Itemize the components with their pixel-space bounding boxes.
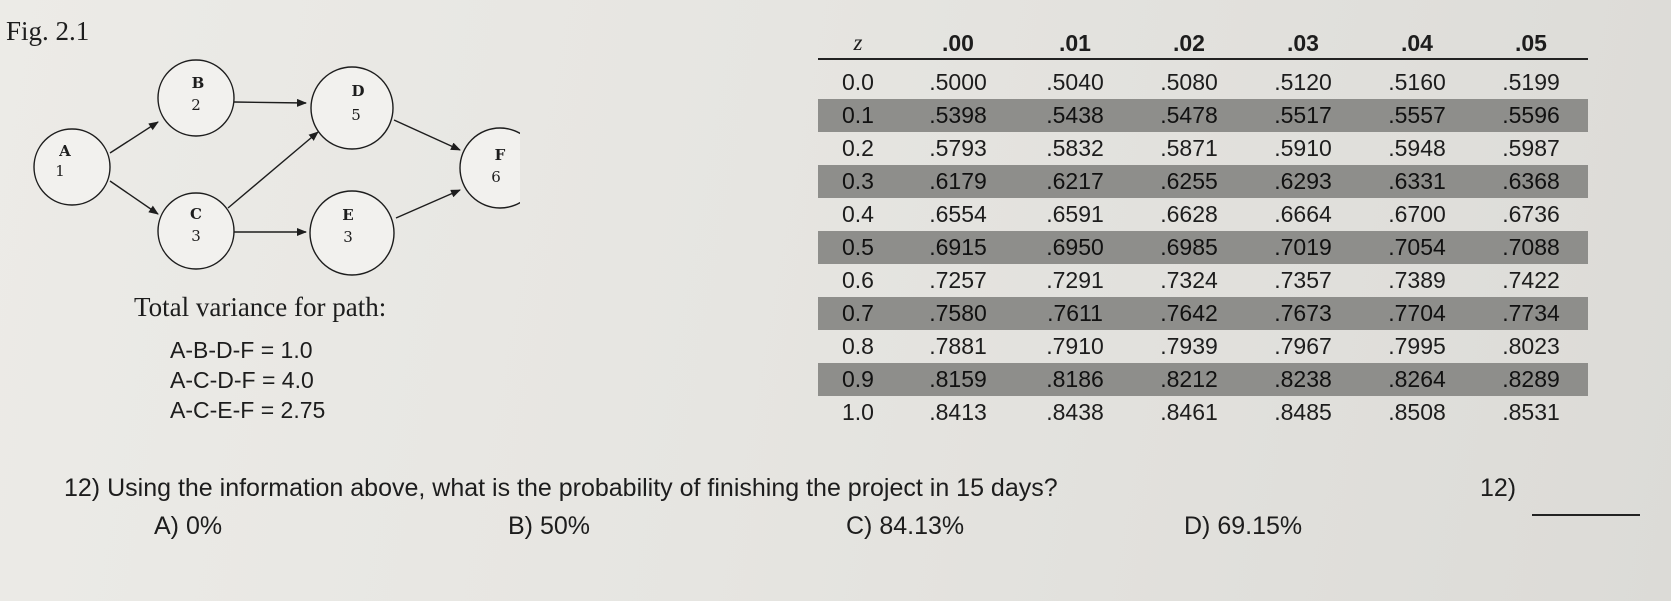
probability-cell: .7580 [898,297,1018,330]
probability-cell: .7054 [1360,231,1474,264]
probability-cell: .5793 [929,135,987,161]
probability-cell: .5871 [1160,135,1218,161]
probability-cell: .5832 [1046,135,1104,161]
node-c-label: C [190,205,202,223]
choice-b[interactable] [508,512,590,541]
z-value-cell: 0.1 [818,99,898,132]
answer-number: 12) [1480,474,1517,502]
z-column-header: z [818,28,898,59]
edge-d-f [394,120,460,150]
probability-cell: .8289 [1474,363,1588,396]
edge-e-f [396,190,460,218]
probability-cell: .6331 [1360,165,1474,198]
node-f [460,128,520,208]
choice-text: 84.13% [879,512,965,540]
choice-text: 50% [539,512,590,540]
choice-d[interactable] [1184,512,1302,541]
column-header: .05 [1474,28,1588,59]
probability-cell: .6985 [1132,231,1246,264]
probability-cell: .7291 [1046,267,1104,293]
z-table-body [818,59,1588,429]
probability-cell: .7422 [1502,267,1560,293]
probability-cell: .6736 [1502,201,1560,227]
probability-cell: .8485 [1274,399,1332,425]
probability-cell: .8438 [1046,399,1104,425]
path-variance-item: A-C-D-F = 4.0 [170,367,314,393]
choice-label: B) [508,512,533,540]
probability-cell: .8159 [898,363,1018,396]
z-table [818,28,1588,429]
probability-cell: .6368 [1474,165,1588,198]
probability-cell: .7967 [1274,333,1332,359]
project-network-diagram [0,50,520,290]
column-header: .00 [898,28,1018,59]
z-table-row [818,363,1588,396]
probability-cell: .5517 [1246,99,1360,132]
node-d-label: D [351,82,365,100]
probability-cell: .5910 [1274,135,1332,161]
probability-cell: .7389 [1388,267,1446,293]
z-table-row [818,99,1588,132]
z-table-row [818,297,1588,330]
probability-cell: .5948 [1388,135,1446,161]
node-a [34,129,110,205]
probability-cell: .6950 [1018,231,1132,264]
z-table-header-row [818,28,1588,59]
node-a-label: A [59,142,71,160]
z-value-cell: 0.3 [818,165,898,198]
choice-text: 0% [185,512,223,540]
node-e-label: E [342,206,354,224]
probability-cell: .6217 [1018,165,1132,198]
z-value-cell: 0.9 [818,363,898,396]
z-table-row [818,396,1588,429]
probability-cell: .6255 [1132,165,1246,198]
path-variance-item: A-C-E-F = 2.75 [170,397,326,423]
z-value-cell: 0.8 [842,333,874,359]
probability-cell: .5438 [1018,99,1132,132]
node-a-duration: 1 [55,162,65,180]
probability-cell: .8531 [1502,399,1560,425]
node-f-label: F [494,146,506,164]
column-header: .01 [1018,28,1132,59]
probability-cell: .7611 [1018,297,1132,330]
z-value-cell: 0.2 [842,135,874,161]
probability-cell: .8023 [1502,333,1560,359]
choice-a[interactable] [154,512,222,541]
probability-cell: .8186 [1018,363,1132,396]
probability-cell: .5478 [1132,99,1246,132]
probability-cell: .7019 [1246,231,1360,264]
question-12 [64,474,1058,503]
choice-text: 69.15% [1217,512,1303,540]
question-number: 12) [64,474,101,502]
probability-cell: .6915 [898,231,1018,264]
probability-cell: .5040 [1046,69,1104,95]
choice-label: D) [1184,512,1211,540]
probability-cell: .7257 [929,267,987,293]
z-table-row [818,330,1588,363]
z-value-cell: 0.0 [842,69,874,95]
column-header: .04 [1360,28,1474,59]
probability-cell: .6664 [1274,201,1332,227]
path-variance-list [170,335,325,425]
z-value-cell: 0.7 [818,297,898,330]
probability-cell: .7939 [1160,333,1218,359]
choice-label: C) [846,512,873,540]
probability-cell: .8238 [1246,363,1360,396]
probability-cell: .8264 [1360,363,1474,396]
column-header: .02 [1132,28,1246,59]
z-table-row [818,198,1588,231]
probability-cell: .5000 [929,69,987,95]
path-variance-item: A-B-D-F = 1.0 [170,337,313,363]
probability-cell: .8508 [1388,399,1446,425]
answer-blank[interactable] [1532,514,1640,516]
edge-c-d [228,132,318,208]
probability-cell: .5199 [1502,69,1560,95]
probability-cell: .8413 [929,399,987,425]
probability-cell: .7673 [1246,297,1360,330]
z-table-row [818,165,1588,198]
probability-cell: .6700 [1388,201,1446,227]
probability-cell: .5120 [1274,69,1332,95]
z-table-row [818,264,1588,297]
edge-a-c [110,181,158,214]
probability-cell: .6293 [1246,165,1360,198]
probability-cell: .7357 [1274,267,1332,293]
probability-cell: .6179 [898,165,1018,198]
probability-cell: .7910 [1046,333,1104,359]
column-header: .03 [1246,28,1360,59]
node-f-duration: 6 [491,168,501,186]
figure-label: Fig. 2.1 [6,16,90,46]
z-value-cell: 0.5 [818,231,898,264]
node-d-duration: 5 [351,106,361,124]
probability-cell: .7324 [1160,267,1218,293]
node-e-duration: 3 [343,228,353,246]
probability-cell: .5080 [1160,69,1218,95]
question-text: Using the information above, what is the probability of finishing the project in 15 days? [107,474,1058,502]
probability-cell: .5596 [1474,99,1588,132]
z-value-cell: 0.4 [842,201,874,227]
probability-cell: .8461 [1160,399,1218,425]
probability-cell: .6554 [929,201,987,227]
node-b-duration: 2 [191,96,201,114]
z-table-row [818,59,1588,99]
probability-cell: .7734 [1474,297,1588,330]
node-b-label: B [191,74,205,92]
edge-b-d [234,102,306,103]
probability-cell: .5398 [898,99,1018,132]
z-table-row [818,132,1588,165]
probability-cell: .7881 [929,333,987,359]
z-value-cell: 1.0 [842,399,874,425]
probability-cell: .8212 [1132,363,1246,396]
z-table-row [818,231,1588,264]
edge-a-b [110,122,158,153]
choice-c[interactable] [846,512,964,541]
probability-cell: .7088 [1474,231,1588,264]
node-c-duration: 3 [191,227,201,245]
choice-label: A) [154,512,179,540]
probability-cell: .6628 [1160,201,1218,227]
probability-cell: .5987 [1502,135,1560,161]
probability-cell: .5557 [1360,99,1474,132]
probability-cell: .6591 [1046,201,1104,227]
z-value-cell: 0.6 [842,267,874,293]
probability-cell: .7642 [1132,297,1246,330]
probability-cell: .7995 [1388,333,1446,359]
variance-title: Total variance for path: [134,292,387,322]
probability-cell: .5160 [1388,69,1446,95]
probability-cell: .7704 [1360,297,1474,330]
